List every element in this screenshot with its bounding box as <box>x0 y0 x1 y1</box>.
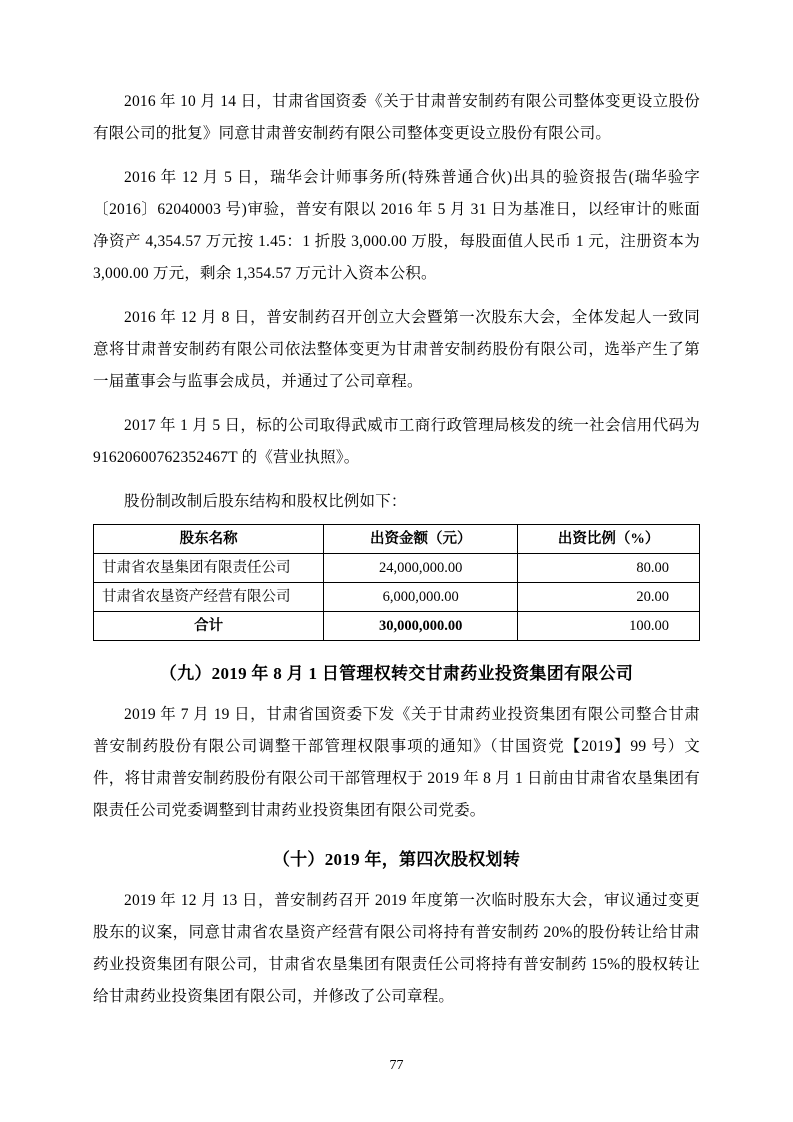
spacer <box>93 641 700 657</box>
table-row-total <box>94 612 700 641</box>
cell-ratio: 80.00 <box>518 554 700 583</box>
paragraph: 2019 年 12 月 13 日，普安制药召开 2019 年度第一次临时股东大会，审议通过变更股东的议案，同意甘肃省农垦资产经营有限公司将持有普安制药 20%的股份转让给甘肃药业投资集团有限公司，甘肃省农垦集团有限责任公司将持有普安制药 15%的股权转让给甘肃药业投资集团有限公司，并修改了公司章程。 <box>93 892 700 1005</box>
page-content <box>93 86 700 1013</box>
spacer <box>93 398 700 410</box>
cell-ratio: 20.00 <box>518 583 700 612</box>
paragraph: 2017 年 1 月 5 日，标的公司取得武威市工商行政管理局核发的统一社会信用代码为 91620600762352467T 的《营业执照》。 <box>93 417 700 466</box>
shareholder-structure-table <box>93 524 700 641</box>
paragraph: 2016 年 12 月 5 日，瑞华会计师事务所(特殊普通合伙)出具的验资报告(瑞华验字〔2016〕62040003 号)审验，普安有限以 2016 年 5 月 31 日为基准日，以经审计的账面净资产 4,354.57 万元按 1.45：1 折股 3,000.00 万股，每股面值人民币 1 元，注册资本为 3,000.00 万元，剩余 1,354.57 万元计入资本公积。 <box>93 169 700 282</box>
table-row <box>94 554 700 583</box>
spacer <box>93 290 700 302</box>
table-header <box>94 525 700 554</box>
paragraph: 2019 年 7 月 19 日，甘肃省国资委下发《关于甘肃药业投资集团有限公司整合甘肃普安制药股份有限公司调整干部管理权限事项的通知》（甘国资党【2019】99 号）文件，将甘肃普安制药股份有限公司干部管理权于 2019 年 8 月 1 日前由甘肃省农垦集团有限责任公司党委调整到甘肃药业投资集团有限公司党委。 <box>93 706 700 819</box>
page-number: 77 <box>389 1058 404 1073</box>
cell-amount: 24,000,000.00 <box>324 554 518 583</box>
cell-shareholder-name: 甘肃省农垦资产经营有限公司 <box>94 583 324 612</box>
section-heading-ten: （十）2019 年，第四次股权划转 <box>272 850 521 869</box>
cell-amount: 6,000,000.00 <box>324 583 518 612</box>
column-header-ratio: 出资比例（%） <box>518 525 700 554</box>
spacer <box>93 150 700 162</box>
table-row <box>94 583 700 612</box>
spacer <box>93 691 700 699</box>
paragraph: 2016 年 12 月 8 日，普安制药召开创立大会暨第一次股东大会，全体发起人一致同意将甘肃普安制药有限公司依法整体变更为甘肃普安制药股份有限公司，选举产生了第一届董事会与监事会成员，并通过了公司章程。 <box>93 309 700 390</box>
spacer <box>93 474 700 486</box>
paragraph: 2016 年 10 月 14 日，甘肃省国资委《关于甘肃普安制药有限公司整体变更设立股份有限公司的批复》同意甘肃普安制药有限公司整体变更设立股份有限公司。 <box>93 93 700 142</box>
table-intro-paragraph: 股份制改制后股东结构和股权比例如下： <box>124 493 407 510</box>
table-body <box>94 554 700 641</box>
cell-total-label: 合计 <box>94 612 324 641</box>
spacer <box>93 827 700 843</box>
section-heading-nine: （九）2019 年 8 月 1 日管理权转交甘肃药业投资集团有限公司 <box>159 664 634 683</box>
cell-shareholder-name: 甘肃省农垦集团有限责任公司 <box>94 554 324 583</box>
cell-total-ratio: 100.00 <box>518 612 700 641</box>
spacer <box>93 877 700 885</box>
cell-total-amount: 30,000,000.00 <box>324 612 518 641</box>
table-header-row <box>94 525 700 554</box>
column-header-amount: 出资金额（元） <box>324 525 518 554</box>
column-header-shareholder-name: 股东名称 <box>94 525 324 554</box>
